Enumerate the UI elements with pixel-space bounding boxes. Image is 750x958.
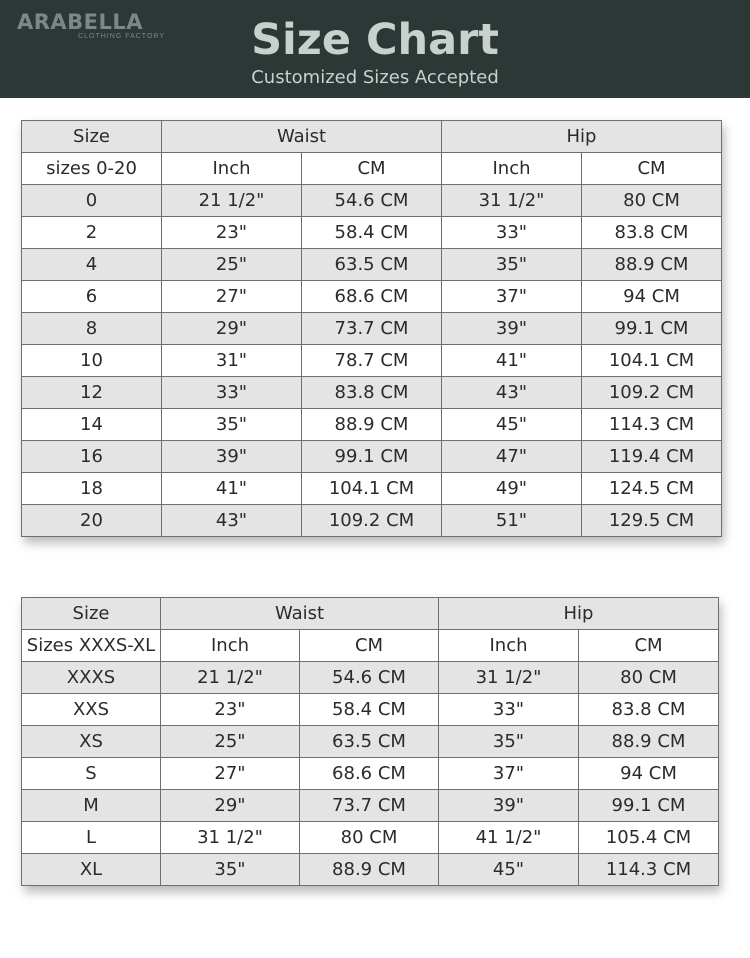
waist-column-header: Waist bbox=[162, 121, 442, 153]
waist-cm-cell: 109.2 CM bbox=[302, 505, 442, 537]
header-row bbox=[22, 598, 719, 630]
header-banner bbox=[0, 0, 750, 98]
page-title: Size Chart bbox=[251, 15, 499, 65]
waist-cm-cell: 78.7 CM bbox=[302, 345, 442, 377]
waist-inch-cell: 35" bbox=[162, 409, 302, 441]
hip-inch-header: Inch bbox=[442, 153, 582, 185]
table-row bbox=[22, 441, 722, 473]
size-table-numeric bbox=[21, 120, 721, 537]
waist-cm-cell: 54.6 CM bbox=[302, 185, 442, 217]
hip-cm-cell: 80 CM bbox=[579, 662, 719, 694]
size-cell: 8 bbox=[22, 313, 162, 345]
waist-cm-cell: 63.5 CM bbox=[302, 249, 442, 281]
hip-cm-cell: 109.2 CM bbox=[582, 377, 722, 409]
hip-inch-cell: 37" bbox=[439, 758, 579, 790]
size-cell: 0 bbox=[22, 185, 162, 217]
table-row bbox=[22, 377, 722, 409]
waist-cm-cell: 73.7 CM bbox=[302, 313, 442, 345]
waist-inch-cell: 41" bbox=[162, 473, 302, 505]
size-column-header: Size bbox=[22, 598, 161, 630]
waist-inch-cell: 29" bbox=[162, 313, 302, 345]
waist-inch-cell: 35" bbox=[161, 854, 300, 886]
waist-inch-cell: 31 1/2" bbox=[161, 822, 300, 854]
size-cell: M bbox=[22, 790, 161, 822]
size-cell: 4 bbox=[22, 249, 162, 281]
hip-cm-cell: 94 CM bbox=[579, 758, 719, 790]
size-cell: XXXS bbox=[22, 662, 161, 694]
hip-cm-cell: 104.1 CM bbox=[582, 345, 722, 377]
waist-cm-cell: 83.8 CM bbox=[302, 377, 442, 409]
hip-inch-cell: 49" bbox=[442, 473, 582, 505]
table-row bbox=[22, 473, 722, 505]
size-cell: 16 bbox=[22, 441, 162, 473]
hip-inch-header: Inch bbox=[439, 630, 579, 662]
size-cell: 2 bbox=[22, 217, 162, 249]
hip-inch-cell: 39" bbox=[439, 790, 579, 822]
table-row bbox=[22, 694, 719, 726]
hip-cm-cell: 114.3 CM bbox=[579, 854, 719, 886]
waist-inch-cell: 43" bbox=[162, 505, 302, 537]
waist-cm-cell: 58.4 CM bbox=[302, 217, 442, 249]
hip-inch-cell: 33" bbox=[442, 217, 582, 249]
table-row bbox=[22, 345, 722, 377]
waist-inch-header: Inch bbox=[161, 630, 300, 662]
hip-inch-cell: 33" bbox=[439, 694, 579, 726]
hip-inch-cell: 45" bbox=[442, 409, 582, 441]
hip-cm-cell: 114.3 CM bbox=[582, 409, 722, 441]
brand-subtitle: CLOTHING FACTORY bbox=[78, 33, 165, 40]
waist-inch-cell: 25" bbox=[162, 249, 302, 281]
hip-inch-cell: 31 1/2" bbox=[442, 185, 582, 217]
hip-inch-cell: 37" bbox=[442, 281, 582, 313]
waist-cm-cell: 88.9 CM bbox=[302, 409, 442, 441]
header-row bbox=[22, 121, 722, 153]
size-table bbox=[21, 597, 719, 886]
table-row bbox=[22, 217, 722, 249]
waist-cm-header: CM bbox=[302, 153, 442, 185]
hip-cm-cell: 83.8 CM bbox=[582, 217, 722, 249]
size-cell: 14 bbox=[22, 409, 162, 441]
waist-inch-cell: 21 1/2" bbox=[161, 662, 300, 694]
hip-cm-cell: 99.1 CM bbox=[579, 790, 719, 822]
table-row bbox=[22, 726, 719, 758]
waist-cm-header: CM bbox=[300, 630, 439, 662]
page-subtitle: Customized Sizes Accepted bbox=[251, 67, 499, 88]
size-column-header: Size bbox=[22, 121, 162, 153]
waist-cm-cell: 80 CM bbox=[300, 822, 439, 854]
table-body bbox=[22, 662, 719, 886]
hip-inch-cell: 47" bbox=[442, 441, 582, 473]
waist-cm-cell: 104.1 CM bbox=[302, 473, 442, 505]
hip-inch-cell: 35" bbox=[439, 726, 579, 758]
table-row bbox=[22, 185, 722, 217]
table-row bbox=[22, 822, 719, 854]
hip-cm-cell: 94 CM bbox=[582, 281, 722, 313]
waist-cm-cell: 68.6 CM bbox=[300, 758, 439, 790]
size-cell: 12 bbox=[22, 377, 162, 409]
table-row bbox=[22, 662, 719, 694]
waist-inch-cell: 25" bbox=[161, 726, 300, 758]
size-range-label: Sizes XXXS-XL bbox=[22, 630, 161, 662]
hip-inch-cell: 43" bbox=[442, 377, 582, 409]
hip-inch-cell: 39" bbox=[442, 313, 582, 345]
size-cell: S bbox=[22, 758, 161, 790]
size-table-letter bbox=[21, 597, 718, 886]
unit-row bbox=[22, 630, 719, 662]
hip-cm-header: CM bbox=[582, 153, 722, 185]
waist-inch-cell: 21 1/2" bbox=[162, 185, 302, 217]
hip-inch-cell: 31 1/2" bbox=[439, 662, 579, 694]
brand-name: ARABELLA bbox=[17, 10, 144, 34]
size-cell: XXS bbox=[22, 694, 161, 726]
waist-cm-cell: 73.7 CM bbox=[300, 790, 439, 822]
waist-cm-cell: 99.1 CM bbox=[302, 441, 442, 473]
hip-column-header: Hip bbox=[439, 598, 719, 630]
size-table bbox=[21, 120, 722, 537]
table-row bbox=[22, 790, 719, 822]
hip-inch-cell: 51" bbox=[442, 505, 582, 537]
hip-inch-cell: 45" bbox=[439, 854, 579, 886]
size-cell: 10 bbox=[22, 345, 162, 377]
size-cell: XS bbox=[22, 726, 161, 758]
waist-inch-header: Inch bbox=[162, 153, 302, 185]
waist-column-header: Waist bbox=[161, 598, 439, 630]
hip-cm-cell: 80 CM bbox=[582, 185, 722, 217]
unit-row bbox=[22, 153, 722, 185]
size-cell: 20 bbox=[22, 505, 162, 537]
size-cell: L bbox=[22, 822, 161, 854]
hip-inch-cell: 41 1/2" bbox=[439, 822, 579, 854]
table-row bbox=[22, 854, 719, 886]
table-row bbox=[22, 505, 722, 537]
table-row bbox=[22, 281, 722, 313]
hip-cm-header: CM bbox=[579, 630, 719, 662]
waist-inch-cell: 29" bbox=[161, 790, 300, 822]
waist-inch-cell: 27" bbox=[161, 758, 300, 790]
hip-cm-cell: 83.8 CM bbox=[579, 694, 719, 726]
hip-cm-cell: 119.4 CM bbox=[582, 441, 722, 473]
waist-inch-cell: 23" bbox=[161, 694, 300, 726]
table-row bbox=[22, 758, 719, 790]
size-cell: 6 bbox=[22, 281, 162, 313]
hip-cm-cell: 129.5 CM bbox=[582, 505, 722, 537]
waist-cm-cell: 88.9 CM bbox=[300, 854, 439, 886]
size-cell: 18 bbox=[22, 473, 162, 505]
table-row bbox=[22, 313, 722, 345]
table-row bbox=[22, 249, 722, 281]
hip-inch-cell: 35" bbox=[442, 249, 582, 281]
waist-cm-cell: 58.4 CM bbox=[300, 694, 439, 726]
waist-inch-cell: 27" bbox=[162, 281, 302, 313]
hip-cm-cell: 105.4 CM bbox=[579, 822, 719, 854]
hip-cm-cell: 88.9 CM bbox=[579, 726, 719, 758]
hip-cm-cell: 99.1 CM bbox=[582, 313, 722, 345]
waist-inch-cell: 39" bbox=[162, 441, 302, 473]
size-cell: XL bbox=[22, 854, 161, 886]
waist-cm-cell: 63.5 CM bbox=[300, 726, 439, 758]
hip-cm-cell: 88.9 CM bbox=[582, 249, 722, 281]
table-row bbox=[22, 409, 722, 441]
table-body bbox=[22, 185, 722, 537]
waist-inch-cell: 23" bbox=[162, 217, 302, 249]
hip-inch-cell: 41" bbox=[442, 345, 582, 377]
waist-cm-cell: 68.6 CM bbox=[302, 281, 442, 313]
hip-column-header: Hip bbox=[442, 121, 722, 153]
hip-cm-cell: 124.5 CM bbox=[582, 473, 722, 505]
waist-inch-cell: 33" bbox=[162, 377, 302, 409]
waist-cm-cell: 54.6 CM bbox=[300, 662, 439, 694]
size-range-label: sizes 0-20 bbox=[22, 153, 162, 185]
waist-inch-cell: 31" bbox=[162, 345, 302, 377]
